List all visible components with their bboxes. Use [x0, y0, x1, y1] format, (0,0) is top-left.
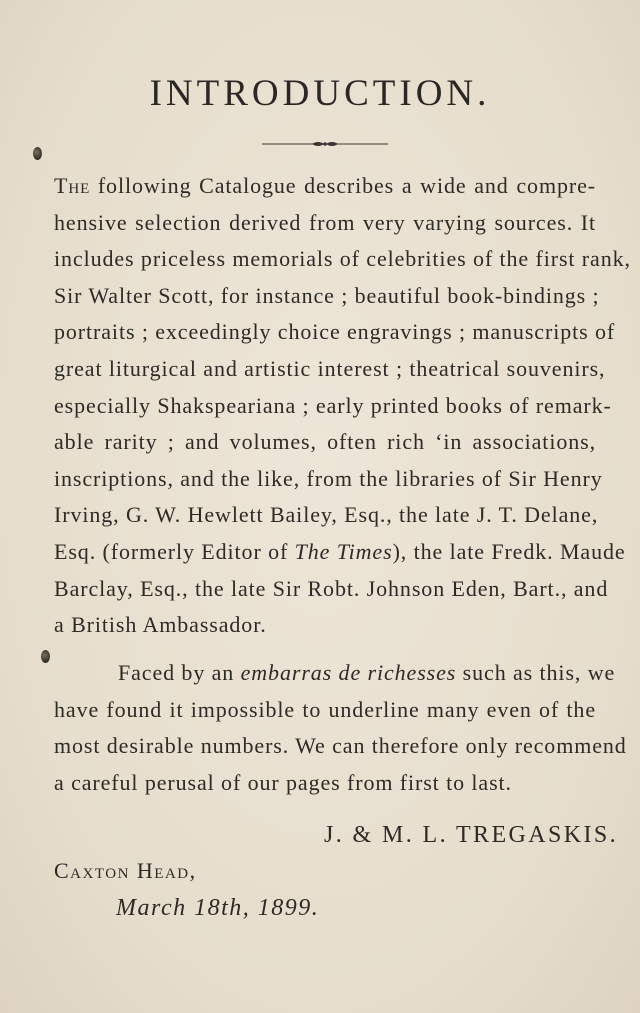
- text-line: have found it impossible to underline many even of the: [54, 696, 596, 722]
- text-line: Sir Walter Scott, for instance ; beautiful book-bindings ;: [54, 282, 600, 308]
- text-line: especially Shakspeariana ; early printed books of remark-: [54, 392, 612, 418]
- text-line: able rarity ; and volumes, often rich ‘in associations,: [54, 429, 596, 455]
- text-line: great liturgical and artistic interest ; theatrical souvenirs,: [54, 355, 606, 381]
- text-line: Barclay, Esq., the late Sir Robt. Johnson Eden, Bart., and: [54, 575, 609, 601]
- text-line: most desirable numbers. We can therefore only recommend: [54, 733, 627, 759]
- text-line: The following Catalogue describes a wide and compre-: [54, 173, 596, 198]
- paragraph-second: [54, 655, 627, 801]
- text-line: a British Ambassador.: [54, 612, 267, 638]
- text-line: inscriptions, and the like, from the libraries of Sir Henry: [54, 465, 603, 491]
- ornamental-rule: [262, 138, 388, 150]
- text-line: includes priceless memorials of celebrities of the first rank,: [54, 246, 631, 272]
- signature: J. & M. L. TREGASKIS.: [324, 822, 618, 848]
- place-line: Caxton Head,: [54, 858, 197, 883]
- text-line: Faced by an embarras de richesses such as this, we: [118, 660, 616, 685]
- page-title: INTRODUCTION.: [149, 73, 491, 114]
- text-line: Esq. (formerly Editor of The Times), the late Fredk. Maude: [54, 538, 626, 564]
- text-line: a careful perusal of our pages from first to last.: [54, 769, 512, 795]
- text-line: Irving, G. W. Hewlett Bailey, Esq., the late J. T. Delane,: [54, 502, 599, 528]
- date-line: March 18th, 1899.: [116, 895, 320, 921]
- paragraph-intro: [54, 168, 631, 644]
- ink-spot-decoration: [33, 147, 42, 160]
- text-line: portraits ; exceedingly choice engravings ; manuscripts of: [54, 319, 616, 345]
- text-line: hensive selection derived from very varying sources. It: [54, 209, 596, 235]
- ink-spot-decoration: [41, 650, 50, 663]
